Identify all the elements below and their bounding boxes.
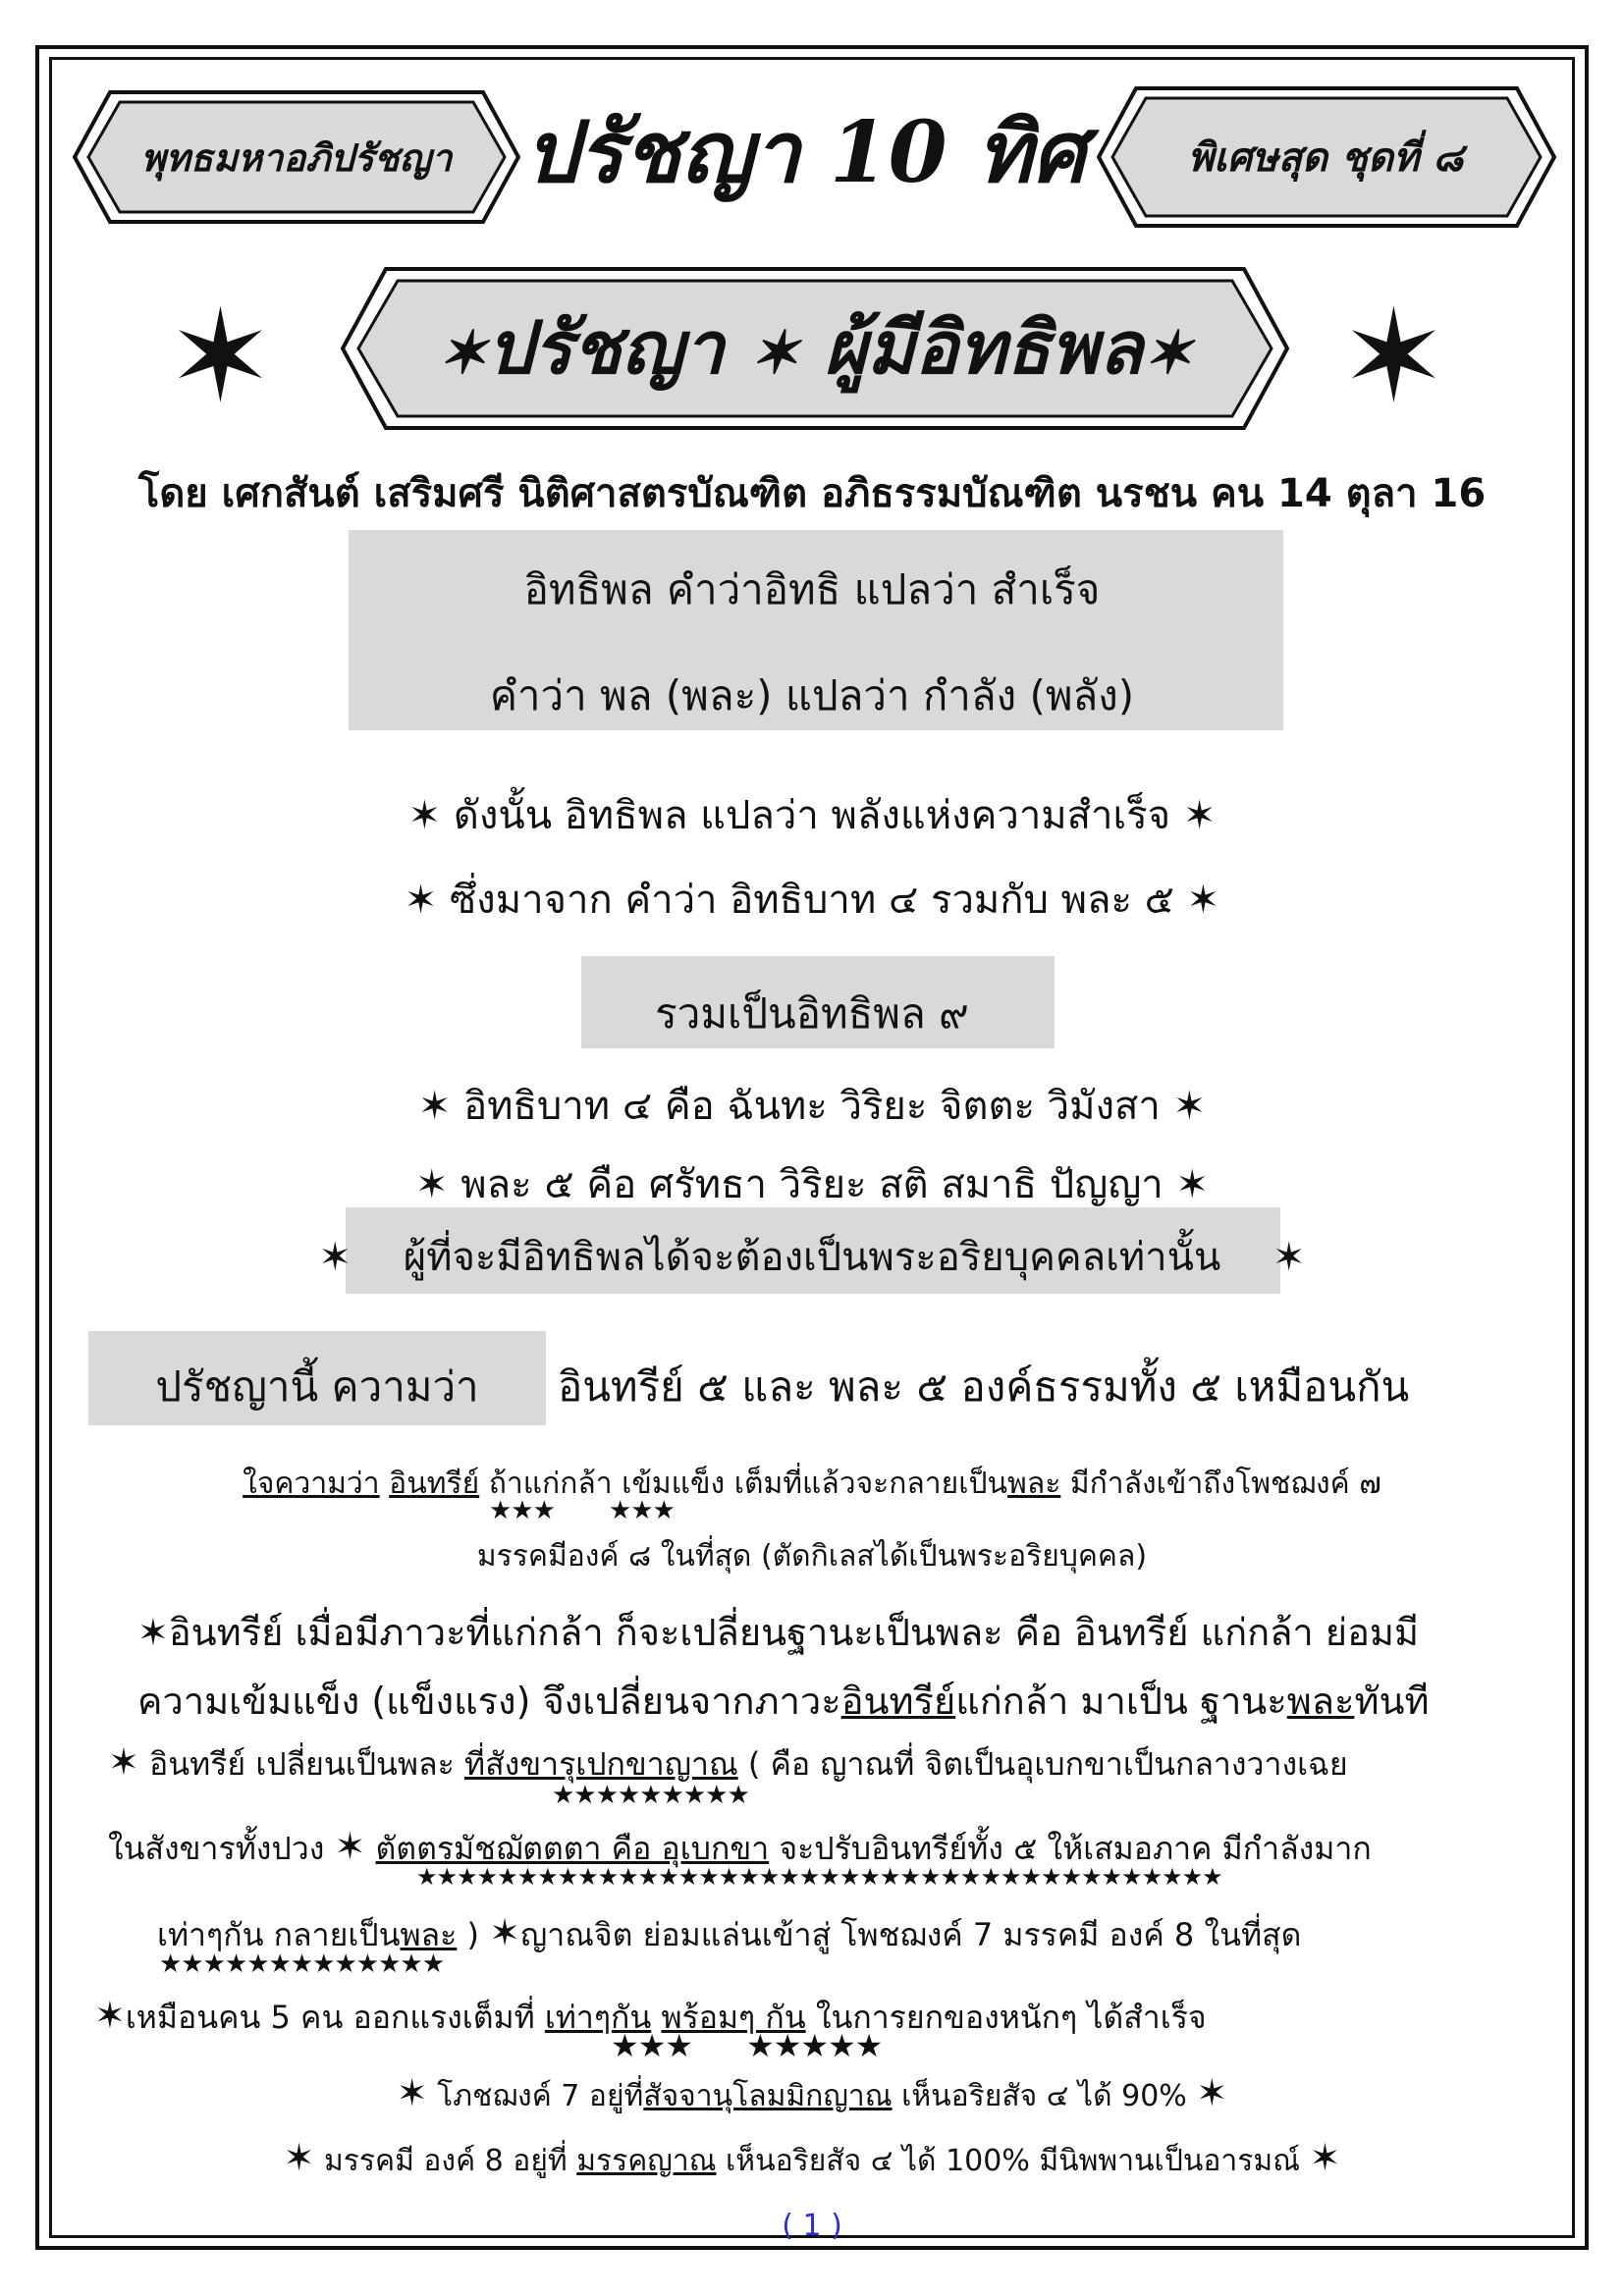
list-bala-text: พละ ๕ คือ ศรัทธา วิริยะ สติ สมาธิ ปัญญา <box>460 1162 1164 1207</box>
star-icon: ✶ <box>1172 1084 1207 1129</box>
star-icon: ✶ <box>396 2071 428 2114</box>
subtitle-star-icon: ✶ <box>1143 319 1193 388</box>
stars-marker: ★★★★★★★★★★★★★ <box>159 1949 445 1979</box>
para1-text-2c: แก่กล้า มาเป็น ฐานะ <box>955 1680 1287 1723</box>
stars-marker: ★★★ <box>489 1496 555 1525</box>
para4-line <box>0 2071 1624 2119</box>
meaning-bala: พละ <box>1007 1467 1061 1501</box>
point-2 <box>0 868 1624 931</box>
meaning-line-2: มรรคมีองค์ ๘ ในที่สุด (ตัดกิเลสได้เป็นพระอริยบุคคล) <box>476 1539 1148 1574</box>
star-icon: ✶ <box>417 1084 452 1129</box>
definition-line-2: คำว่า พล (พละ) แปลว่า กำลัง (พลัง) <box>489 671 1135 720</box>
subtitle <box>368 294 1262 402</box>
para1-text-2a: ความเข้มแข็ง (แข็งแรง) จึงเปลี่ยนจากภาวะ <box>137 1680 841 1723</box>
big-star-right: ✶ <box>1340 282 1447 431</box>
para2-upekkha: ตัตตรมัชฌัตตตา คือ อุเบกขา <box>375 1830 770 1867</box>
meaning-text-a: ถ้าแก่กล้า เข้มแข็ง เต็มที่แล้วจะกลายเป็น <box>479 1467 1008 1501</box>
star-icon: ✶ <box>1196 2071 1228 2114</box>
para3-together: พร้อมๆ กัน <box>661 1999 806 2036</box>
star-icon: ✶ <box>334 1825 366 1868</box>
byline: โดย เศกสันต์ เสริมศรี นิติศาสตรบัณฑิต อภิธรรมบัณฑิต นรชน คน 14 ตุลา 16 <box>137 471 1487 516</box>
para5-text-a: มรรคมี องค์ 8 อยู่ที่ <box>314 2144 577 2178</box>
definition-line-1: อิทธิพล คำว่าอิทธิ แปลว่า สำเร็จ <box>523 565 1101 614</box>
subtitle-part1: ปรัชญา <box>486 306 725 391</box>
para4-text-c: เห็นอริยสัจ ๔ ได้ 90% <box>892 2079 1197 2113</box>
star-icon: ✶ <box>404 878 438 923</box>
meaning-line-1 <box>0 1461 1624 1507</box>
star-icon: ✶ <box>94 1994 126 2037</box>
subtitle-part2: ผู้มีอิทธิพล <box>824 306 1144 391</box>
para3-text-a: เหมือนคน 5 คน ออกแรงเต็มที่ <box>125 1999 545 2036</box>
stars-marker: ★★★ <box>609 1496 675 1525</box>
star-icon: ✶ <box>1175 1162 1209 1207</box>
list-ariya-text: ผู้ที่จะมีอิทธิพลได้จะต้องเป็นพระอริยบุคคลเท่านั้น <box>403 1235 1221 1280</box>
para3-equal: เท่าๆกัน <box>544 1999 652 2036</box>
para2-sankharupekkha: ที่สังขารุเปกขาญาณ <box>463 1745 738 1783</box>
para5-text-c: เห็นอริยสัจ ๔ ได้ 100% มีนิพพานเป็นอารมณ์ <box>716 2144 1310 2178</box>
stars-marker: ★★★★★ <box>746 2027 883 2064</box>
para3-text-e: ในการยกของหนักๆ ได้สำเร็จ <box>805 1999 1207 2036</box>
list-iddhipada-text: อิทธิบาท ๔ คือ ฉันทะ วิริยะ จิตตะ วิมังสา <box>463 1084 1161 1129</box>
page-number: ( 1 ) <box>782 2209 842 2243</box>
para2-text-1c: ( คือ ญาณที่ จิตเป็นอุเบกขาเป็นกลางวางเฉย <box>737 1745 1348 1783</box>
para4-saccanulomika: สัจจานุโลมมิกญาณ <box>643 2079 893 2113</box>
para1-line-2 <box>137 1671 1430 1731</box>
subtitle-star-icon: ✶ <box>437 319 487 388</box>
star-icon: ✶ <box>283 2136 315 2179</box>
para1-bala: พละ <box>1286 1680 1355 1723</box>
star-icon: ✶ <box>137 1611 169 1654</box>
list-ariya <box>0 1225 1624 1288</box>
para2-text-2a: ในสังขารทั้งปวง <box>108 1830 335 1867</box>
para5-line <box>0 2136 1624 2184</box>
star-icon: ✶ <box>318 1235 352 1280</box>
point-2-text: ซึ่งมาจาก คำว่า อิทธิบาท ๔ รวมกับ พละ ๕ <box>450 878 1174 923</box>
star-icon: ✶ <box>489 1911 520 1954</box>
right-badge-label: พิเศษสุด ชุดที่ ๘ <box>1187 134 1464 181</box>
para2-text-3c: ) <box>457 1916 490 1953</box>
meaning-label: ใจความว่า <box>243 1467 380 1501</box>
stars-marker: ★★★ <box>611 2027 693 2064</box>
star-icon: ✶ <box>1182 793 1217 838</box>
para4-text-a: โภชฌงค์ 7 อยู่ที่ <box>427 2079 644 2113</box>
star-icon: ✶ <box>407 793 442 838</box>
para2-bala: พละ <box>400 1916 458 1953</box>
star-icon: ✶ <box>415 1162 449 1207</box>
stars-marker: ★★★★★★★★★ <box>552 1781 749 1810</box>
para2-text-2c: จะปรับอินทรีย์ทั้ง ๕ ให้เสมอภาค มีกำลังมาก <box>769 1830 1372 1867</box>
sum-box-text: รวมเป็นอิทธิพล ๙ <box>655 989 969 1038</box>
big-star-left: ✶ <box>167 282 274 431</box>
point-1 <box>0 783 1624 846</box>
point-1-text: ดังนั้น อิทธิพล แปลว่า พลังแห่งความสำเร็จ <box>453 793 1171 838</box>
list-iddhipada <box>0 1074 1624 1137</box>
subtitle-star-icon: ✶ <box>749 319 799 388</box>
para1-indriya: อินทรีย์ <box>840 1680 956 1723</box>
para1-text-2e: ทันที <box>1354 1680 1430 1723</box>
para1-text-1: อินทรีย์ เมื่อมีภาวะที่แก่กล้า ก็จะเปลี่ยนฐานะเป็นพละ คือ อินทรีย์ แก่กล้า ย่อมมี <box>168 1611 1419 1654</box>
meaning-text-b: มีกำลังเข้าถึงโพชฌงค์ ๗ <box>1060 1467 1381 1501</box>
list-bala <box>0 1152 1624 1215</box>
stars-marker: ★★★★★★★★★★★★★★★★★★★★★★★★★★★★★★★★★★★★★★★★ <box>416 1863 1222 1891</box>
left-badge-label: พุทธมหาอภิปรัชญา <box>140 134 453 180</box>
meaning-indriya: อินทรีย์ <box>389 1467 480 1501</box>
para2-text-1a: อินทรีย์ เปลี่ยนเป็นพละ <box>138 1745 464 1783</box>
star-icon: ✶ <box>1309 2136 1341 2179</box>
para2-text-3a: เท่าๆกัน กลายเป็น <box>157 1916 401 1953</box>
para5-magga: มรรคญาณ <box>576 2144 717 2178</box>
para2-text-3d: ญาณจิต ย่อมแล่นเข้าสู่ โพชฌงค์ 7 มรรคมี องค์ 8 ในที่สุด <box>520 1916 1302 1953</box>
main-title: ปรัชญา 10 ทิศ <box>524 103 1086 202</box>
star-icon: ✶ <box>108 1740 139 1784</box>
para1-line-1 <box>137 1602 1419 1662</box>
philosophy-label: ปรัชญานี้ ความว่า <box>155 1362 479 1411</box>
star-icon: ✶ <box>1186 878 1220 923</box>
philosophy-text: อินทรีย์ ๕ และ พละ ๕ องค์ธรรมทั้ง ๕ เหมือนกัน <box>558 1362 1410 1411</box>
star-icon: ✶ <box>1272 1235 1306 1280</box>
